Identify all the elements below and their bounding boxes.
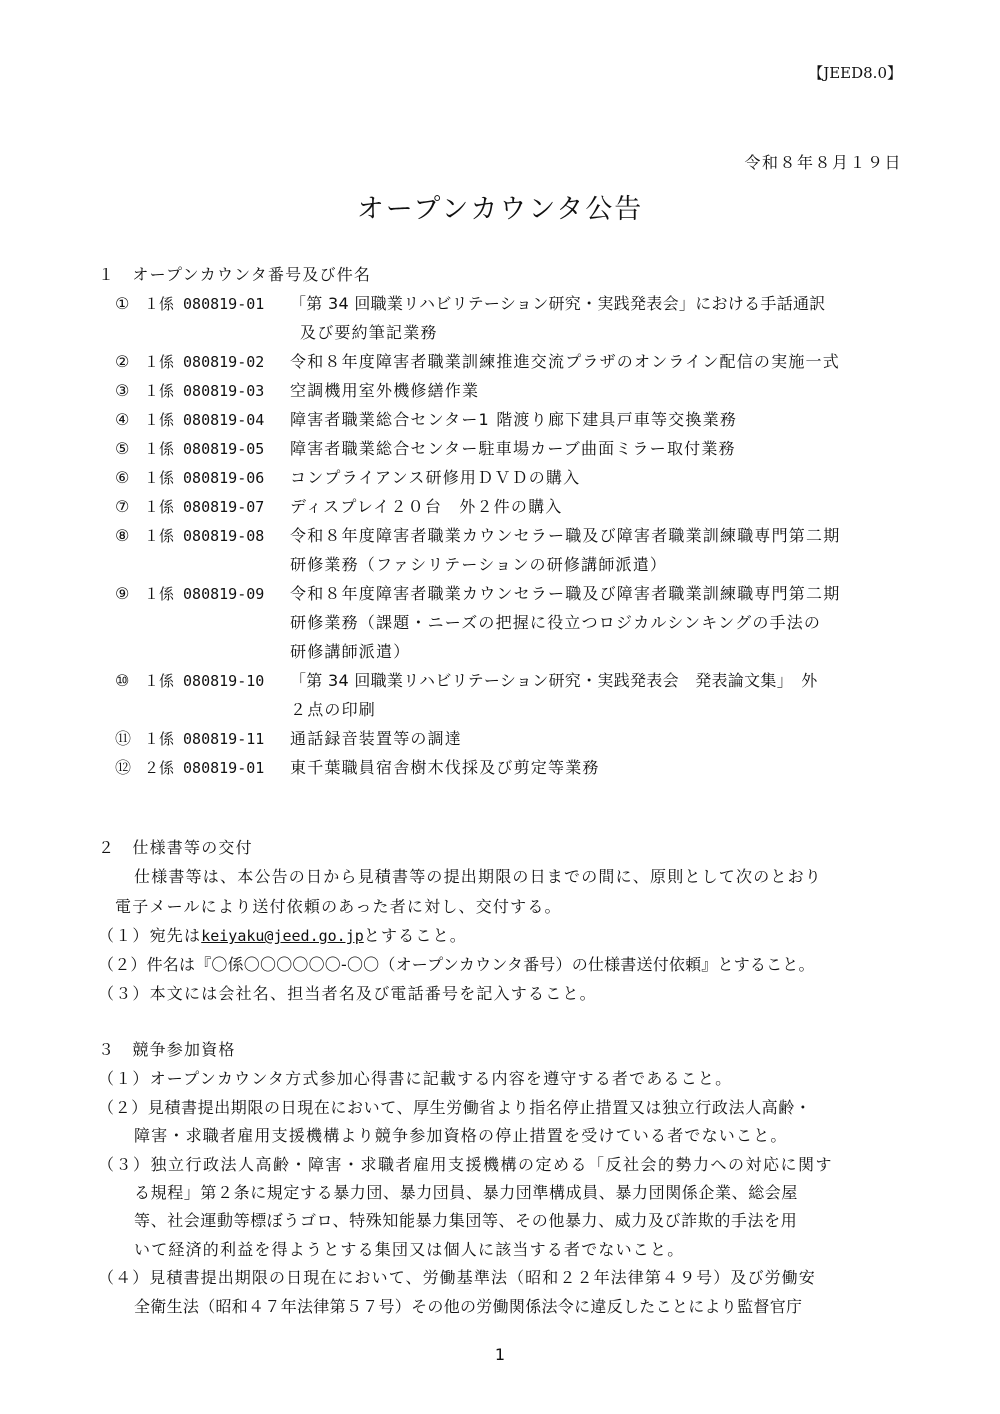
item-title-line: 令和８年度障害者職業カウンセラー職及び障害者職業訓練職専門第二期 [290, 584, 841, 603]
item-title-line: 通話録音装置等の調達 [290, 729, 463, 748]
section3-line: 全衛生法（昭和４７年法律第５７号）その他の労働関係法令に違反したことにより監督官庁 [134, 1297, 803, 1316]
section2-heading: ２ 仕様書等の交付 [98, 838, 253, 857]
item-title-line: 障害者職業総合センター1 階渡り廊下建具戸車等交換業務 [290, 410, 738, 429]
item-title-line: ２点の印刷 [290, 700, 377, 719]
section2-item-1-prefix: （１）宛先は [98, 926, 202, 945]
section3-line: 障害・求職者雇用支援機構より競争参加資格の停止措置を受けている者でないこと。 [134, 1126, 788, 1145]
item-code: １係 080819-06 [144, 469, 265, 487]
item-marker: ⑦ [115, 497, 131, 516]
section1-heading: １ オープンカウンタ番号及び件名 [98, 265, 372, 284]
section2-item-2: （２）件名は『〇係〇〇〇〇〇〇-〇〇（オープンカウンタ番号）の仕様書送付依頼』とすること。 [98, 955, 815, 974]
item-title-line: 空調機用室外機修繕作業 [290, 381, 480, 400]
item-code: １係 080819-03 [144, 382, 265, 400]
item-marker: ⑧ [115, 526, 131, 545]
item-marker: ⑥ [115, 468, 131, 487]
item-marker: ⑤ [115, 439, 131, 458]
section2-item-3: （３）本文には会社名、担当者名及び電話番号を記入すること。 [98, 984, 597, 1003]
item-title-line: 「第 34 回職業リハビリテーション研究・実践発表会」における手話通訳 [290, 294, 826, 313]
item-title-line: 障害者職業総合センター駐車場カーブ曲面ミラー取付業務 [290, 439, 736, 458]
section2-body-line: 電子メールにより送付依頼のあった者に対し、交付する。 [115, 897, 562, 916]
section3-line: （１）オープンカウンタ方式参加心得書に記載する内容を遵守する者であること。 [98, 1069, 733, 1088]
item-code: １係 080819-10 [144, 672, 265, 690]
item-code: １係 080819-08 [144, 527, 265, 545]
item-marker: ⑨ [115, 584, 131, 603]
item-title-line: 「第 34 回職業リハビリテーション研究・実践発表会 発表論文集」 外 [290, 671, 818, 690]
item-title-line: 及び要約筆記業務 [300, 323, 438, 342]
item-title-line: 令和８年度障害者職業カウンセラー職及び障害者職業訓練職専門第二期 [290, 526, 841, 545]
item-marker: ③ [115, 381, 131, 400]
section3-line: （３）独立行政法人高齢・障害・求職者雇用支援機構の定める「反社会的勢力への対応に関す [98, 1155, 834, 1174]
item-marker: ⑫ [115, 758, 133, 777]
item-title-line: 研修業務（ファシリテーションの研修講師派遣） [290, 555, 668, 574]
item-code: １係 080819-11 [144, 730, 265, 748]
section3-line: 等、社会運動等標ぼうゴロ、特殊知能暴力集団等、その他暴力、威力及び詐欺的手法を用 [134, 1211, 798, 1230]
section2-item-1 [98, 926, 467, 946]
section3-line: る規程」第２条に規定する暴力団、暴力団員、暴力団準構成員、暴力団関係企業、総会屋 [134, 1183, 799, 1202]
item-title-line: 令和８年度障害者職業訓練推進交流プラザのオンライン配信の実施一式 [290, 352, 840, 371]
item-marker: ① [115, 294, 131, 313]
item-title-line: コンプライアンス研修用ＤＶＤの購入 [290, 468, 581, 487]
item-title-line: 研修業務（課題・ニーズの把握に役立つロジカルシンキングの手法の [290, 613, 822, 632]
item-code: １係 080819-02 [144, 353, 265, 371]
item-code: １係 080819-07 [144, 498, 265, 516]
item-marker: ④ [115, 410, 131, 429]
section2-item-1-suffix: とすること。 [363, 926, 467, 945]
notice-date: 令和８年８月１９日 [744, 153, 902, 172]
item-marker: ⑪ [115, 729, 133, 748]
item-marker: ⑩ [115, 671, 131, 690]
item-code: ２係 080819-01 [144, 759, 265, 777]
item-code: １係 080819-01 [144, 295, 265, 313]
item-code: １係 080819-09 [144, 585, 265, 603]
section3-heading: ３ 競争参加資格 [98, 1040, 236, 1059]
section3-line: いて経済的利益を得ようとする集団又は個人に該当する者でないこと。 [134, 1240, 685, 1259]
item-code: １係 080819-04 [144, 411, 265, 429]
email-link[interactable]: keiyaku@jeed.go.jp [201, 927, 364, 945]
item-title-line: 研修講師派遣） [290, 642, 411, 661]
item-title-line: 東千葉職員宿舎樹木伐採及び剪定等業務 [290, 758, 600, 777]
section3-line: （４）見積書提出期限の日現在において、労働基準法（昭和２２年法律第４９号）及び労働安 [98, 1268, 816, 1287]
document-id: 【JEED8.0】 [808, 64, 902, 82]
item-title-line: ディスプレイ２０台 外２件の購入 [290, 497, 563, 516]
section3-line: （２）見積書提出期限の日現在において、厚生労働省より指名停止措置又は独立行政法人高齢・ [98, 1098, 812, 1117]
section2-body-line: 仕様書等は、本公告の日から見積書等の提出期限の日までの間に、原則として次のとおり [134, 867, 823, 886]
item-marker: ② [115, 352, 131, 371]
page-title: オープンカウンタ公告 [356, 194, 644, 225]
page-number: 1 [494, 1345, 506, 1364]
item-code: １係 080819-05 [144, 440, 265, 458]
